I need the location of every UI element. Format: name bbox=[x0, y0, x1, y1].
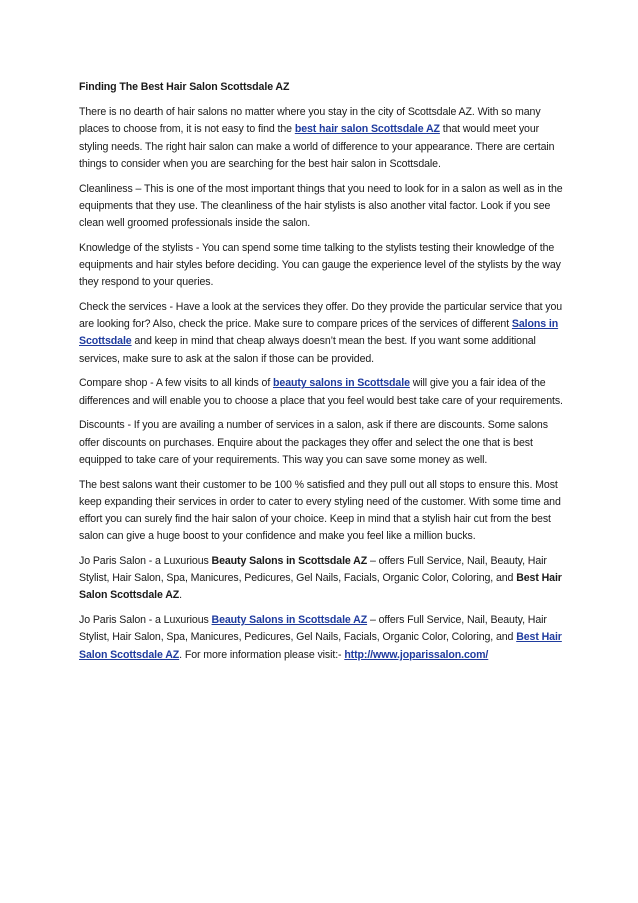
bold-beauty-salons: Beauty Salons in Scottsdale AZ bbox=[211, 555, 368, 568]
paragraph-knowledge: Knowledge of the stylists - You can spend some time talking to the stylists testing their knowledge of the equipments and hair styles before deciding. You can gauge the experience level of the stylists by the way they respond to your queries. bbox=[79, 241, 561, 289]
beauty-salons-scottsdale-link[interactable]: Beauty Salons in Scottsdale AZ bbox=[211, 614, 368, 627]
paragraph-jo-paris-1: Jo Paris Salon - a Luxurious Beauty Salons in Scottsdale AZ – offers Full Service, Nail, Beauty, Hair Stylist, Hair Salon, Spa, Manicures, Pedicures, Gel Nails, Facials, Organic Color, Coloring, and Best Hair Salon Scottsdale AZ. bbox=[79, 555, 562, 602]
paragraph-jo-paris-2: Jo Paris Salon - a Luxurious Beauty Salons in Scottsdale AZ – offers Full Service, Nail, Beauty, Hair Stylist, Hair Salon, Spa, Manicures, Pedicures, Gel Nails, Facials, Organic Color, Coloring, and Best Hair Salon Scottsdale AZ. For more information please visit:- http://www.joparissalon.com/ bbox=[79, 614, 562, 661]
bold-best-hair-salon: Best Hair Salon Scottsdale AZ bbox=[79, 572, 562, 602]
paragraph-services: Check the services - Have a look at the services they offer. Do they provide the particular service that you are looking for? Also, check the price. Make sure to compare prices of the services of different Salons in Scottsdale and keep in mind that cheap always doesn’t mean the best. If you want some additional services, make sure to ask at the salon if those can be provided. bbox=[79, 301, 563, 365]
paragraph-cleanliness: Cleanliness – This is one of the most important things that you need to look for in a salon as well as in the equipments that they use. The cleanliness of the hair stylists is also another vital factor. Look if you see clean well groomed professionals inside the salon. bbox=[79, 182, 563, 230]
best-hair-salon-scottsdale-link[interactable]: Best Hair Salon Scottsdale AZ bbox=[79, 631, 562, 661]
best-hair-salon-link[interactable]: best hair salon Scottsdale AZ bbox=[294, 123, 440, 136]
joparissalon-url-link[interactable]: http://www.joparissalon.com/ bbox=[344, 648, 489, 661]
document-page bbox=[79, 79, 565, 671]
beauty-salons-link[interactable]: beauty salons in Scottsdale bbox=[273, 377, 410, 390]
paragraph-compare: Compare shop - A few visits to all kinds of beauty salons in Scottsdale will give you a fair idea of the differences and will enable you to choose a place that you feel would best take care of your requirements. bbox=[79, 377, 563, 407]
paragraph-best-salons: The best salons want their customer to be 100 % satisfied and they pull out all stops to ensure this. Most keep expanding their services in order to cater to every styling need of the customer. With some time and effort you can surely find the hair salon of your choice. Keep in mind that a stylish hair cut from the best salon can give a huge boost to your confidence and make you feel like a million bucks. bbox=[79, 478, 561, 543]
document-title: Finding The Best Hair Salon Scottsdale AZ bbox=[79, 81, 290, 93]
salons-in-scottsdale-link[interactable]: Salons in Scottsdale bbox=[79, 318, 559, 348]
paragraph-intro: There is no dearth of hair salons no matter where you stay in the city of Scottsdale AZ. With so many places to choose from, it is not easy to find the best hair salon Scottsdale AZ that would meet your styling needs. The right hair salon can make a world of difference to your appearance. There are certain things to consider when you are searching for the best hair salon in Scottsdale. bbox=[79, 106, 555, 170]
paragraph-discounts: Discounts - If you are availing a number of services in a salon, ask if there are discounts. Some salons offer discounts on purchases. Enquire about the packages they offer and select the one that is best equipped to take care of your requirements. This way you can save some money as well. bbox=[79, 419, 548, 466]
